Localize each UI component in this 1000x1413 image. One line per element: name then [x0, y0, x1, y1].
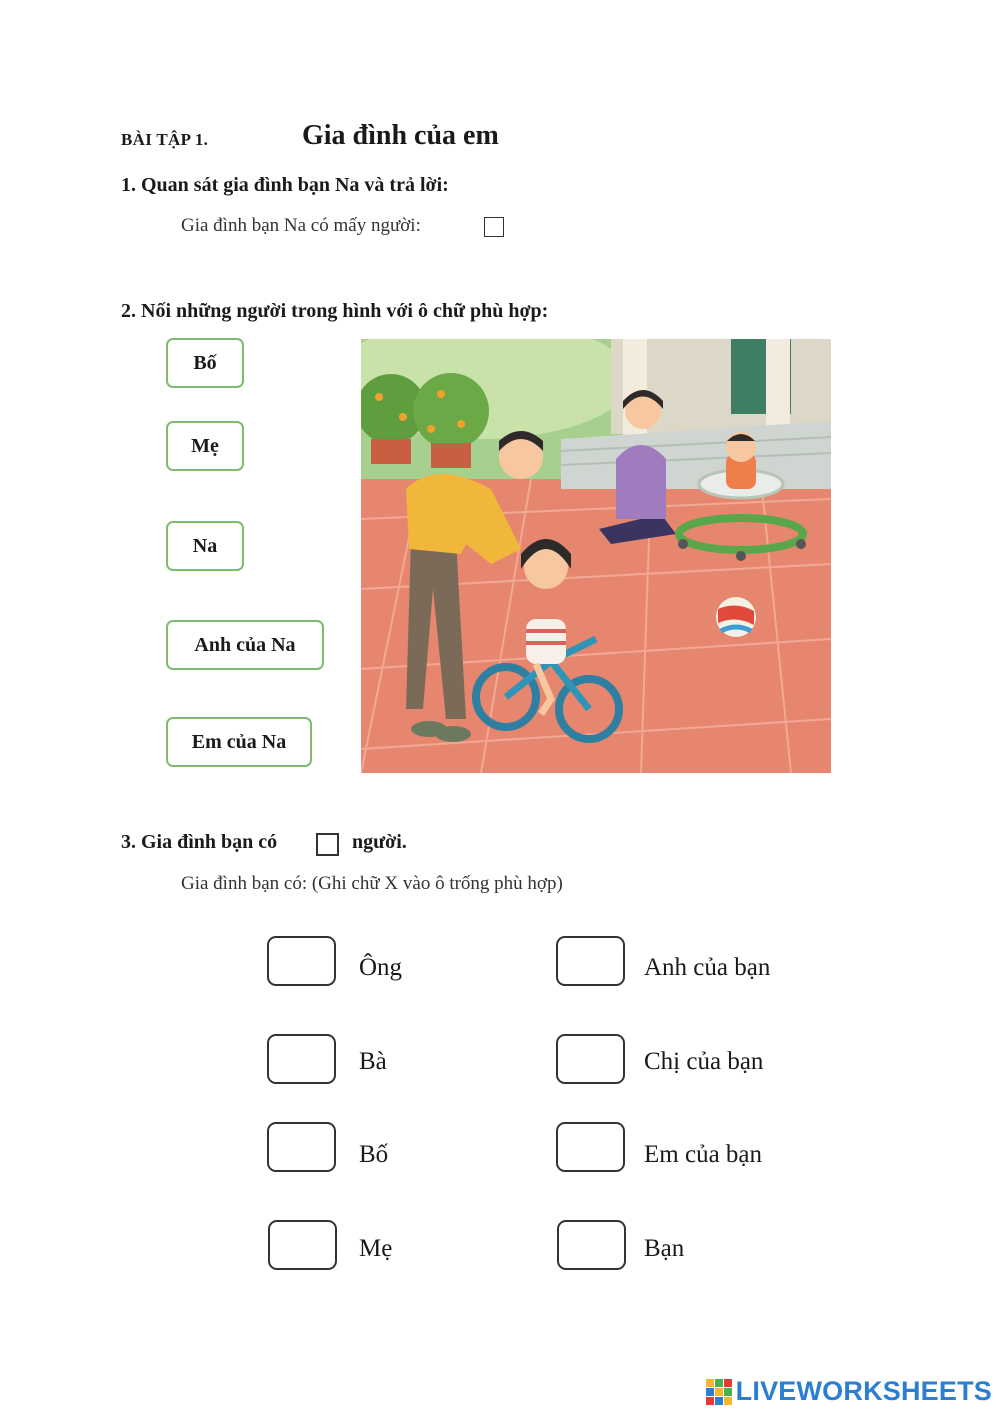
family-illustration — [361, 339, 831, 773]
option-label-bo: Bố — [359, 1141, 389, 1168]
chip-me[interactable]: Mẹ — [166, 421, 244, 471]
exercise-label: BÀI TẬP 1. — [121, 130, 209, 149]
family-size-answer-box[interactable] — [316, 833, 339, 856]
liveworksheets-logo — [706, 1376, 992, 1407]
option-label-em-cua-ban: Em của bạn — [644, 1141, 763, 1168]
question-3-instruction: Gia đình bạn có: (Ghi chữ X vào ô trống phù hợp) — [181, 873, 563, 894]
question-1-heading: 1. Quan sát gia đình bạn Na và trả lời: — [121, 174, 449, 196]
checkbox-anh-cua-ban[interactable] — [556, 936, 625, 986]
option-label-chi-cua-ban: Chị của bạn — [644, 1048, 764, 1075]
option-label-ban: Bạn — [644, 1235, 685, 1262]
option-label-ong: Ông — [359, 954, 403, 981]
checkbox-ban[interactable] — [557, 1220, 626, 1270]
flower-pot-right — [431, 443, 471, 468]
option-label-me: Mẹ — [359, 1235, 393, 1262]
chip-anh-cua-na[interactable]: Anh của Na — [166, 620, 324, 670]
checkbox-ba[interactable] — [267, 1034, 336, 1084]
liveworksheets-grid-icon — [706, 1379, 732, 1405]
checkbox-bo[interactable] — [267, 1122, 336, 1172]
ball-icon — [716, 597, 756, 637]
option-label-anh-cua-ban: Anh của bạn — [644, 954, 771, 981]
liveworksheets-brand-text: LIVEWORKSHEETS — [735, 1376, 992, 1406]
checkbox-chi-cua-ban[interactable] — [556, 1034, 625, 1084]
chip-na[interactable]: Na — [166, 521, 244, 571]
family-scene-svg — [361, 339, 831, 773]
question-1-prompt: Gia đình bạn Na có mấy người: — [181, 215, 421, 236]
question-3-heading-start: 3. Gia đình bạn có — [121, 831, 278, 853]
option-label-ba: Bà — [359, 1048, 387, 1075]
worksheet-title: Gia đình của em — [302, 120, 499, 151]
chip-bo[interactable]: Bố — [166, 338, 244, 388]
question-3-heading-end: người. — [352, 831, 407, 853]
checkbox-me[interactable] — [268, 1220, 337, 1270]
question-2-heading: 2. Nối những người trong hình với ô chữ phù hợp: — [121, 300, 549, 322]
checkbox-ong[interactable] — [267, 936, 336, 986]
chip-em-cua-na[interactable]: Em của Na — [166, 717, 312, 767]
family-count-answer-box[interactable] — [484, 217, 504, 237]
flower-pot-left — [371, 439, 411, 464]
tree-right-icon — [413, 373, 489, 449]
checkbox-em-cua-ban[interactable] — [556, 1122, 625, 1172]
